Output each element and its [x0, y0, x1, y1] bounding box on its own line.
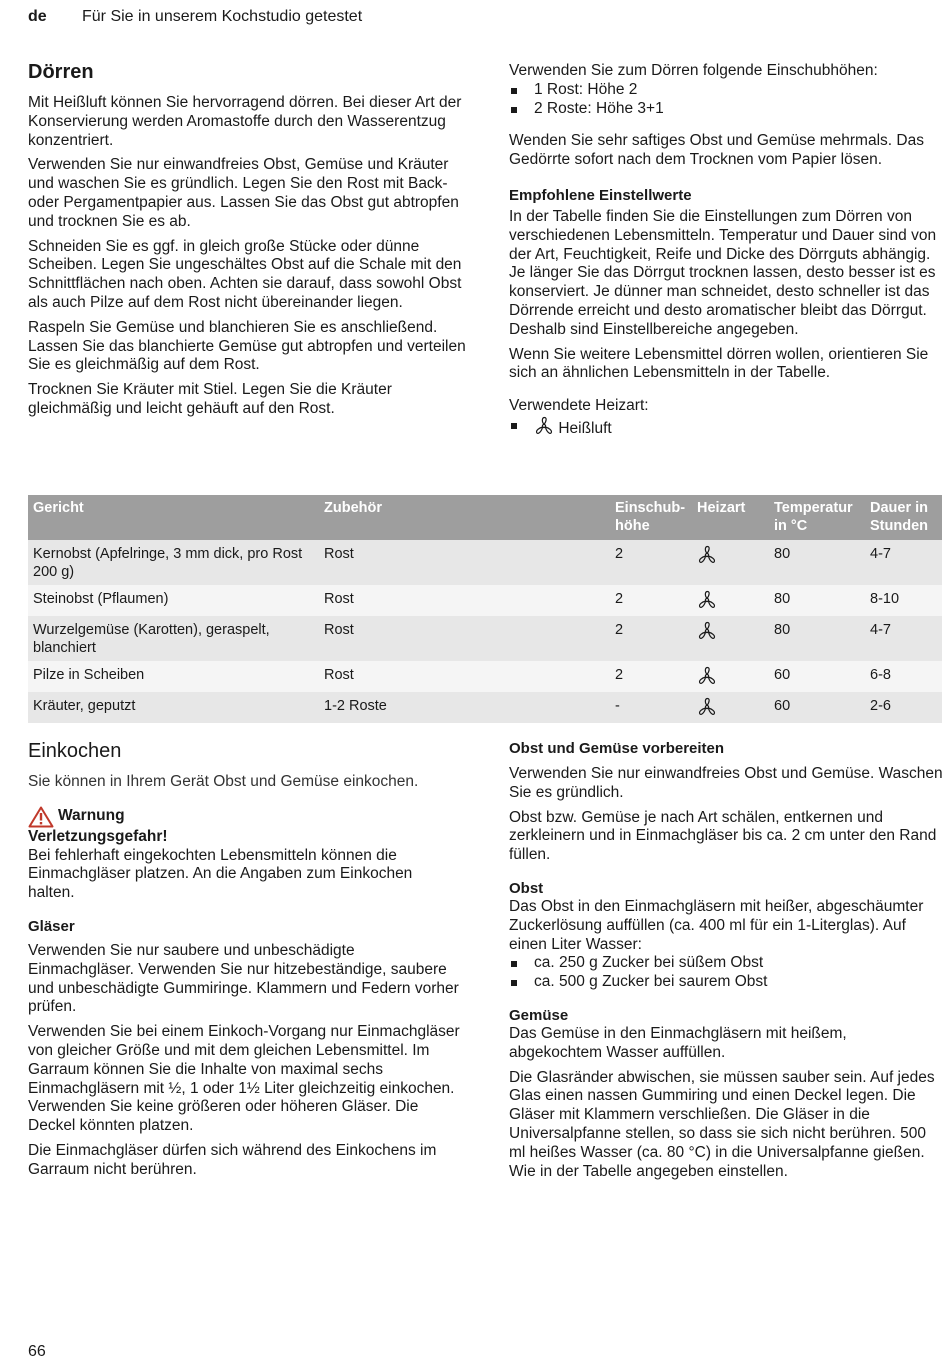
cell-duration: 2-6: [865, 692, 942, 723]
glaeser-paragraph: Die Einmachgläser dürfen sich während des Einkochens im Garraum nicht berühren.: [28, 1141, 437, 1178]
doerren-paragraph: Trocknen Sie Kräuter mit Stiel. Legen Sie die Kräuter gleichmäßig und leicht gehäuft auf den Rost.: [28, 381, 392, 417]
heating-list: [509, 416, 941, 439]
cell-dish: Pilze in Scheiben: [28, 661, 319, 692]
list-item: [509, 416, 941, 439]
col-header-accessory: Zubehör: [319, 495, 610, 540]
cell-temperature: 60: [769, 692, 865, 723]
table-row: [28, 540, 942, 585]
heights-intro: Verwenden Sie zum Dörren folgende Einschubhöhen:: [509, 62, 878, 79]
list-item: 2 Roste: Höhe 3+1: [509, 100, 941, 119]
cell-dish: Wurzelgemüse (Karotten), geraspelt, blanchiert: [28, 616, 319, 661]
cell-dish: Kernobst (Apfelringe, 3 mm dick, pro Rost 200 g): [28, 540, 319, 585]
einkochen-right-column: [509, 739, 943, 1187]
table-row: [28, 692, 942, 723]
fan-icon: [697, 666, 717, 686]
doerren-right-column: [509, 62, 941, 447]
cell-temperature: 80: [769, 585, 865, 616]
cell-accessory: Rost: [319, 540, 610, 585]
cell-accessory: 1-2 Roste: [319, 692, 610, 723]
cell-heating: [692, 661, 769, 692]
list-item: ca. 500 g Zucker bei saurem Obst: [509, 973, 943, 992]
heating-label: Verwendete Heizart:: [509, 397, 649, 415]
cell-heating: [692, 692, 769, 723]
warning-subtitle: Verletzungsgefahr!: [28, 827, 168, 845]
fan-icon: [534, 416, 554, 436]
cell-temperature: 80: [769, 540, 865, 585]
fan-icon: [697, 590, 717, 610]
obst-title: Obst: [509, 879, 544, 897]
cell-level: 2: [610, 661, 692, 692]
cell-accessory: Rost: [319, 585, 610, 616]
prep-paragraph: Verwenden Sie nur einwandfreies Obst und Gemüse. Waschen Sie es gründlich.: [509, 765, 943, 801]
fan-icon: [697, 545, 717, 565]
fan-icon: [697, 697, 717, 717]
table-row: [28, 661, 942, 692]
heating-mode: Heißluft: [558, 419, 612, 437]
header-title: Für Sie in unserem Kochstudio getestet: [82, 8, 363, 25]
doerren-paragraph: Verwenden Sie nur einwandfreies Obst, Gemüse und Kräuter und waschen Sie es gründlich. Legen Sie den Rost mit Back- oder Pergamentpapier aus. Lassen Sie das Obst gut abtropfen und trocknen Sie es ab.: [28, 156, 459, 230]
gemuese-paragraph: Das Gemüse in den Einmachgläsern mit heißem, abgekochtem Wasser auffüllen.: [509, 1024, 847, 1061]
prep-paragraph: Obst bzw. Gemüse je nach Art schälen, entkernen und zerkleinern und in Einmachgläser bis ca. 2 cm unter den Rand füllen.: [509, 808, 937, 864]
warning-title: Warnung: [58, 807, 125, 825]
cell-duration: 4-7: [865, 616, 942, 661]
cell-heating: [692, 585, 769, 616]
recommended-paragraph: Wenn Sie weitere Lebensmittel dörren wollen, orientieren Sie sich an ähnlichen Lebensmitteln in der Tabelle.: [509, 345, 929, 382]
list-item: 1 Rost: Höhe 2: [509, 81, 941, 100]
cell-temperature: 80: [769, 616, 865, 661]
prep-title: Obst und Gemüse vorbereiten: [509, 740, 725, 757]
glaeser-paragraph: Verwenden Sie bei einem Einkoch-Vorgang nur Einmachgläser von gleicher Größe und mit dem gleichen Lebensmittel. Im Garraum können Sie die Inhalte von maximal sechs Einmachgläsern mit ½, 1 oder 1½ Liter gleichzeitig einkochen. Verwenden Sie keine größeren oder höheren Gläser. Die Deckel könnten platzen.: [28, 1023, 460, 1135]
glaeser-paragraph: Verwenden Sie nur saubere und unbeschädigte Einmachgläser. Verwenden Sie nur hitzebeständige, saubere und unbeschädigte Gummiringe. Klammern und Federn vorher prüfen.: [28, 941, 459, 1016]
doerren-left-column: [28, 60, 466, 425]
recommended-title: Empfohlene Einstellwerte: [509, 186, 692, 204]
einkochen-left-column: [28, 739, 460, 1186]
cell-heating: [692, 616, 769, 661]
doerren-paragraph: Mit Heißluft können Sie hervorragend dörren. Bei dieser Art der Konservierung werden Aromastoffe durch den Wasserentzug konzentriert.: [28, 94, 462, 149]
gemuese-paragraph: Die Glasränder abwischen, sie müssen sauber sein. Auf jedes Glas einen nassen Gummiring und einen Deckel legen. Die Gläser mit Klammern verschließen. Die Gläser in die Universalpfanne stellen, so dass sie sich nicht berühren. 500 ml heißes Wasser (ca. 80 °C) in die Universalpfanne gießen. Wie in der Tabelle angegeben einstellen.: [509, 1068, 935, 1180]
warning-heading: [28, 806, 460, 828]
cell-duration: 8-10: [865, 585, 942, 616]
warning-triangle-icon: [28, 806, 54, 828]
obst-list: [509, 954, 943, 992]
doerren-title: Dörren: [28, 61, 94, 83]
cell-duration: 4-7: [865, 540, 942, 585]
fan-icon: [697, 621, 717, 641]
col-header-level: Einschub-höhe: [610, 495, 692, 540]
table-row: [28, 585, 942, 616]
col-header-temperature: Temperatur in °C: [769, 495, 865, 540]
doerren-paragraph: Raspeln Sie Gemüse und blanchieren Sie es anschließend. Lassen Sie das blanchierte Gemüse gut abtropfen und verteilen Sie es gleichmäßig auf dem Rost.: [28, 318, 466, 374]
cell-temperature: 60: [769, 661, 865, 692]
cell-duration: 6-8: [865, 661, 942, 692]
page-number: 66: [28, 1343, 46, 1360]
doerren-paragraph: Schneiden Sie es ggf. in gleich große Stücke oder dünne Scheiben. Legen Sie ungeschältes Obst auf die Schale mit den Schnittflächen nach oben. Achten sie darauf, dass sowohl Obst als auch Pilze auf dem Rost nicht übereinander liegen.: [28, 237, 462, 311]
cell-accessory: Rost: [319, 661, 610, 692]
col-header-dish: Gericht: [28, 495, 319, 540]
warning-text: Bei fehlerhaft eingekochten Lebensmitteln können die Einmachgläser platzen. An die Angaben zum Einkochen halten.: [28, 846, 413, 902]
cell-accessory: Rost: [319, 616, 610, 661]
table-row: [28, 616, 942, 661]
cell-level: 2: [610, 540, 692, 585]
col-header-duration: Dauer in Stunden: [865, 495, 942, 540]
list-item: ca. 250 g Zucker bei süßem Obst: [509, 954, 943, 973]
cell-dish: Kräuter, geputzt: [28, 692, 319, 723]
cell-level: 2: [610, 616, 692, 661]
drying-table: [28, 495, 942, 723]
table-header-row: [28, 495, 942, 540]
cell-heating: [692, 540, 769, 585]
obst-paragraph: Das Obst in den Einmachgläsern mit heißer, abgeschäumter Zuckerlösung auffüllen (ca. 400 ml für ein 1-Literglas). Auf einen Liter Wasser:: [509, 897, 924, 953]
cell-level: 2: [610, 585, 692, 616]
gemuese-title: Gemüse: [509, 1006, 569, 1024]
heights-list: [509, 81, 941, 119]
turn-note: Wenden Sie sehr saftiges Obst und Gemüse mehrmals. Das Gedörrte sofort nach dem Trocknen vom Papier lösen.: [509, 132, 924, 169]
page-header: [28, 8, 362, 26]
einkochen-intro: Sie können in Ihrem Gerät Obst und Gemüse einkochen.: [28, 773, 419, 790]
col-header-heating: Heizart: [692, 495, 769, 540]
cell-level: -: [610, 692, 692, 723]
recommended-paragraph: In der Tabelle finden Sie die Einstellungen zum Dörren von verschiedenen Lebensmitteln. Temperatur und Dauer sind von der Art, Feuchtigkeit, Reife und Dicke des Dörrguts abhängig. Je länger Sie das Dörrgut trocknen lassen, desto besser ist es konserviert. Je dünner man schneidet, desto schneller ist das Dörrende erreicht und desto aromatischer bleibt das Dörrgut. Deshalb sind Einstellbereiche angegeben.: [509, 207, 937, 338]
einkochen-title: Einkochen: [28, 740, 122, 762]
glaeser-title: Gläser: [28, 917, 75, 935]
cell-dish: Steinobst (Pflaumen): [28, 585, 319, 616]
language-code: de: [28, 8, 47, 25]
